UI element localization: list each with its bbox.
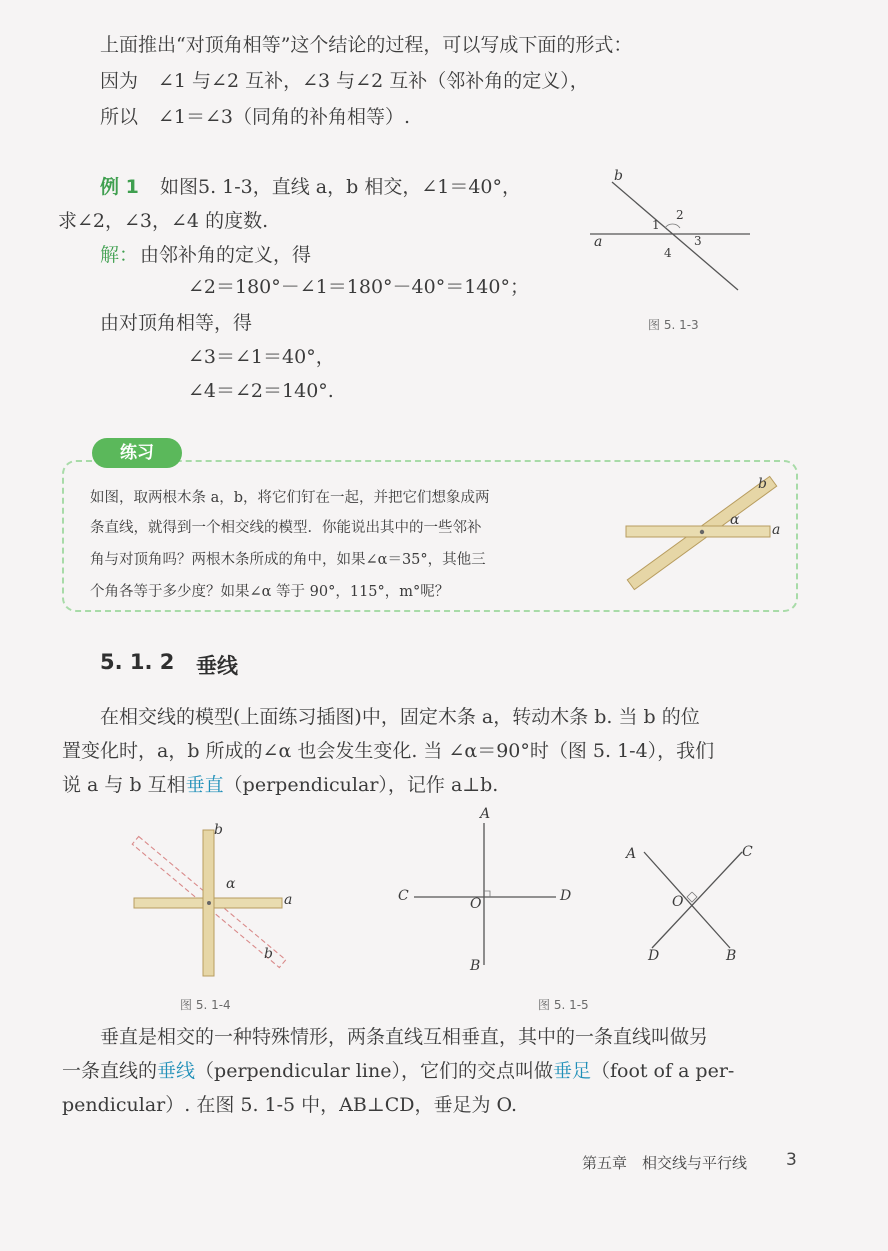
fig514-label-a: a — [284, 892, 293, 908]
figure-5-1-5-right — [630, 840, 760, 960]
fig514-label-alpha: α — [226, 876, 236, 892]
solution-label: 解： — [100, 244, 139, 266]
para1-line-1: 在相交线的模型(上面练习插图)中，固定木条 a，转动木条 b. 当 b 的位 — [100, 706, 700, 728]
figure-5-1-4 — [130, 822, 300, 982]
fig515-left-label-O: O — [470, 896, 482, 912]
exercise-label-alpha: α — [730, 512, 740, 528]
intro-line-1: 上面推出“对顶角相等”这个结论的过程，可以写成下面的形式： — [100, 34, 633, 56]
footer-page-number: 3 — [786, 1150, 797, 1170]
fig513-label-a: a — [594, 234, 603, 250]
because-text: ∠1 与∠2 互补，∠3 与∠2 互补（邻补角的定义）， — [158, 70, 589, 92]
solution-line-5: ∠4＝∠2＝140°. — [188, 380, 334, 402]
fig513-label-3: 3 — [694, 234, 702, 248]
fig515-right-label-C: C — [742, 844, 753, 860]
fig515-left-label-D: D — [560, 888, 572, 904]
fig513-label-b: b — [614, 168, 623, 184]
because-word: 因为 — [100, 70, 139, 92]
solution-line-4: ∠3＝∠1＝40°， — [188, 346, 335, 368]
fig515-caption: 图 5. 1-5 — [538, 998, 589, 1012]
section-title: 垂线 — [196, 654, 238, 678]
fig515-right-label-D: D — [648, 948, 660, 964]
para2-line-1: 垂直是相交的一种特殊情形，两条直线互相垂直，其中的一条直线叫做另 — [100, 1026, 709, 1048]
para1-line-2: 置变化时，a，b 所成的∠α 也会发生变化. 当 ∠α＝90°时（图 5. 1-4），我们 — [62, 740, 715, 762]
exercise-wood-model — [620, 478, 790, 588]
para2-line-3: pendicular）. 在图 5. 1-5 中，AB⊥CD，垂足为 O. — [62, 1094, 518, 1116]
fig515-right-label-B: B — [726, 948, 737, 964]
fig513-label-1: 1 — [652, 218, 660, 232]
exercise-tag: 练习 — [92, 438, 182, 468]
para2-line-2: 一条直线的垂线（perpendicular line），它们的交点叫做垂足（foot of a per- — [62, 1060, 735, 1082]
fig513-label-4: 4 — [664, 246, 672, 260]
fig513-label-2: 2 — [676, 208, 684, 222]
exercise-line-3: 角与对顶角吗？两根木条所成的角中，如果∠α＝35°，其他三 — [90, 552, 486, 568]
solution-line-2: ∠2＝180°－∠1＝180°－40°＝140°； — [188, 276, 529, 298]
term-perpendicular: 垂直 — [185, 774, 224, 796]
fig515-left-label-B: B — [470, 958, 481, 974]
solution-line-1: 由邻补角的定义，得 — [140, 244, 312, 266]
term-perpendicular-line: 垂线 — [157, 1060, 196, 1082]
fig514-label-b: b — [214, 822, 223, 838]
exercise-label-a: a — [772, 522, 781, 538]
fig515-right-label-A: A — [626, 846, 637, 862]
footer-chapter: 第五章 相交线与平行线 — [582, 1154, 748, 1172]
term-foot-of-perpendicular: 垂足 — [552, 1060, 591, 1082]
exercise-line-1: 如图，取两根木条 a，b，将它们钉在一起，并把它们想象成两 — [90, 490, 490, 506]
therefore-text: ∠1＝∠3（同角的补角相等）. — [158, 106, 411, 128]
example-line-2: 求∠2，∠3，∠4 的度数. — [58, 210, 269, 232]
fig515-left-label-C: C — [398, 888, 409, 904]
example-label: 例 1 — [100, 176, 139, 198]
exercise-line-4: 个角各等于多少度？如果∠α 等于 90°，115°，m°呢？ — [90, 584, 450, 600]
example-line-1: 如图5. 1-3，直线 a，b 相交，∠1＝40°， — [160, 176, 522, 198]
figure-5-1-3 — [590, 170, 760, 310]
therefore-word: 所以 — [100, 106, 139, 128]
para1-line-3: 说 a 与 b 互相垂直（perpendicular），记作 a⊥b. — [62, 774, 499, 796]
fig514-caption: 图 5. 1-4 — [180, 998, 231, 1012]
fig515-left-label-A: A — [480, 806, 491, 822]
exercise-label-b: b — [758, 476, 767, 492]
fig515-right-label-O: O — [672, 894, 684, 910]
section-number: 5. 1. 2 — [100, 650, 175, 674]
exercise-line-2: 条直线，就得到一个相交线的模型．你能说出其中的一些邻补 — [90, 520, 482, 536]
solution-line-3: 由对顶角相等，得 — [100, 312, 253, 334]
fig513-caption: 图 5. 1-3 — [648, 318, 699, 332]
fig514-label-b2: b — [264, 946, 273, 962]
figure-5-1-5-left — [400, 815, 570, 975]
